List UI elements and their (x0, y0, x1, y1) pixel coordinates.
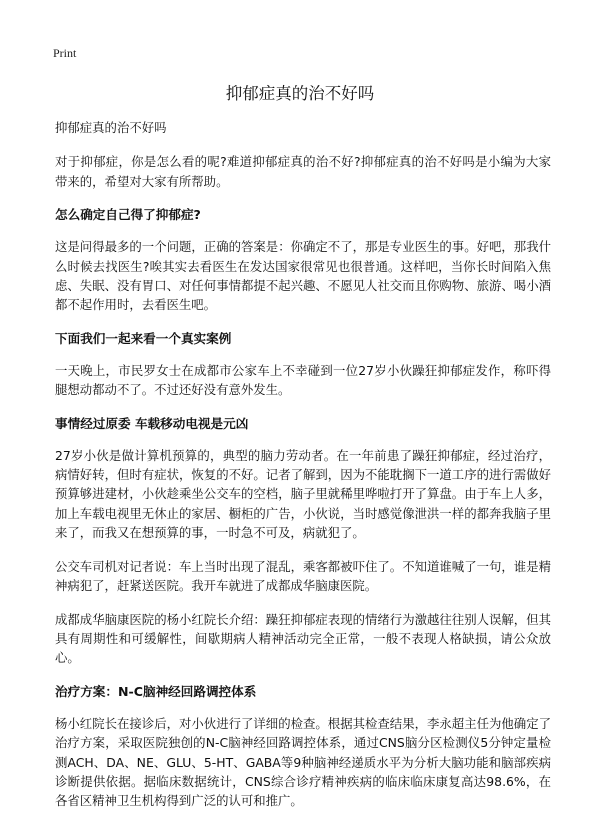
print-link[interactable]: Print (53, 46, 77, 60)
section-paragraph: 27岁小伙是做计算机预算的，典型的脑力劳动者。在一年前患了躁狂抑郁症，经过治疗，病情好转，但时有症状，恢复的不好。记者了解到，因为不能耽搁下一道工序的进行需做好预算够进建材，小伙趁乘坐公交车的空档，脑子里就稀里哗啦打开了算盘。由于车上人多，加上车载电视里无休止的家居、橱柜的广告，小伙说，当时感觉像泄洪一样的都奔我脑子里来了，而我又在想预算的事，一时急不可及，病就犯了。 (55, 447, 551, 541)
section-paragraph: 这是问得最多的一个问题，正确的答案是：你确定不了，那是专业医生的事。好吧，那我什么时候去找医生?唉其实去看医生在发达国家很常见也很普通。这样吧，当你长时间陷入焦虑、失眠、没有胃口、对任何事情都提不起兴趣、不愿见人社交而且你购物、旅游、喝小酒都不起作用时，去看医生吧。 (55, 239, 551, 313)
section-heading: 下面我们一起来看一个真实案例 (55, 330, 232, 346)
article-body (55, 118, 551, 825)
section-heading: 事情经过原委 车载移动电视是元凶 (55, 415, 249, 431)
article-subtitle: 抑郁症真的治不好吗 (55, 120, 167, 135)
page-title: 抑郁症真的治不好吗 (225, 84, 375, 103)
section-heading: 治疗方案：N-C脑神经回路调控体系 (55, 683, 257, 699)
section-paragraph: 公交车司机对记者说：车上当时出现了混乱，乘客都被吓住了。不知道谁喊了一句，谁是精神病犯了，赶紧送医院。我开车就进了成都成华脑康医院。 (55, 558, 551, 594)
section-heading: 怎么确定自己得了抑郁症? (55, 207, 201, 223)
section-paragraph: 杨小红院长在接诊后，对小伙进行了详细的检查。根据其检查结果，李永超主任为他确定了治疗方案，采取医院独创的N-C脑神经回路调控体系，通过CNS脑分区检测仪5分钟定量检测ACH、DA、NE、GLU、5-HT、GABA等9种脑神经递质水平为分析大脑功能和脑部疾病诊断提供依据。据临床数据统计，CNS综合诊疗精神疾病的临床临床康复高达98.6%，在各省区精神卫生机构得到广泛的认可和推广。 (55, 715, 551, 809)
intro-paragraph: 对于抑郁症，你是怎么看的呢?难道抑郁症真的治不好?抑郁症真的治不好吗是小编为大家带来的，希望对大家有所帮助。 (55, 154, 551, 189)
section-paragraph: 成都成华脑康医院的杨小红院长介绍：躁狂抑郁症表现的情绪行为激越往往别人误解，但其具有周期性和可缓解性，间歇期病人精神活动完全正常，一般不表现人格缺损，请公众放心。 (55, 611, 551, 666)
section-paragraph: 一天晚上，市民罗女士在成都市公家车上不幸碰到一位27岁小伙躁狂抑郁症发作，称吓得腿想动都动不了。不过还好没有意外发生。 (55, 362, 551, 398)
